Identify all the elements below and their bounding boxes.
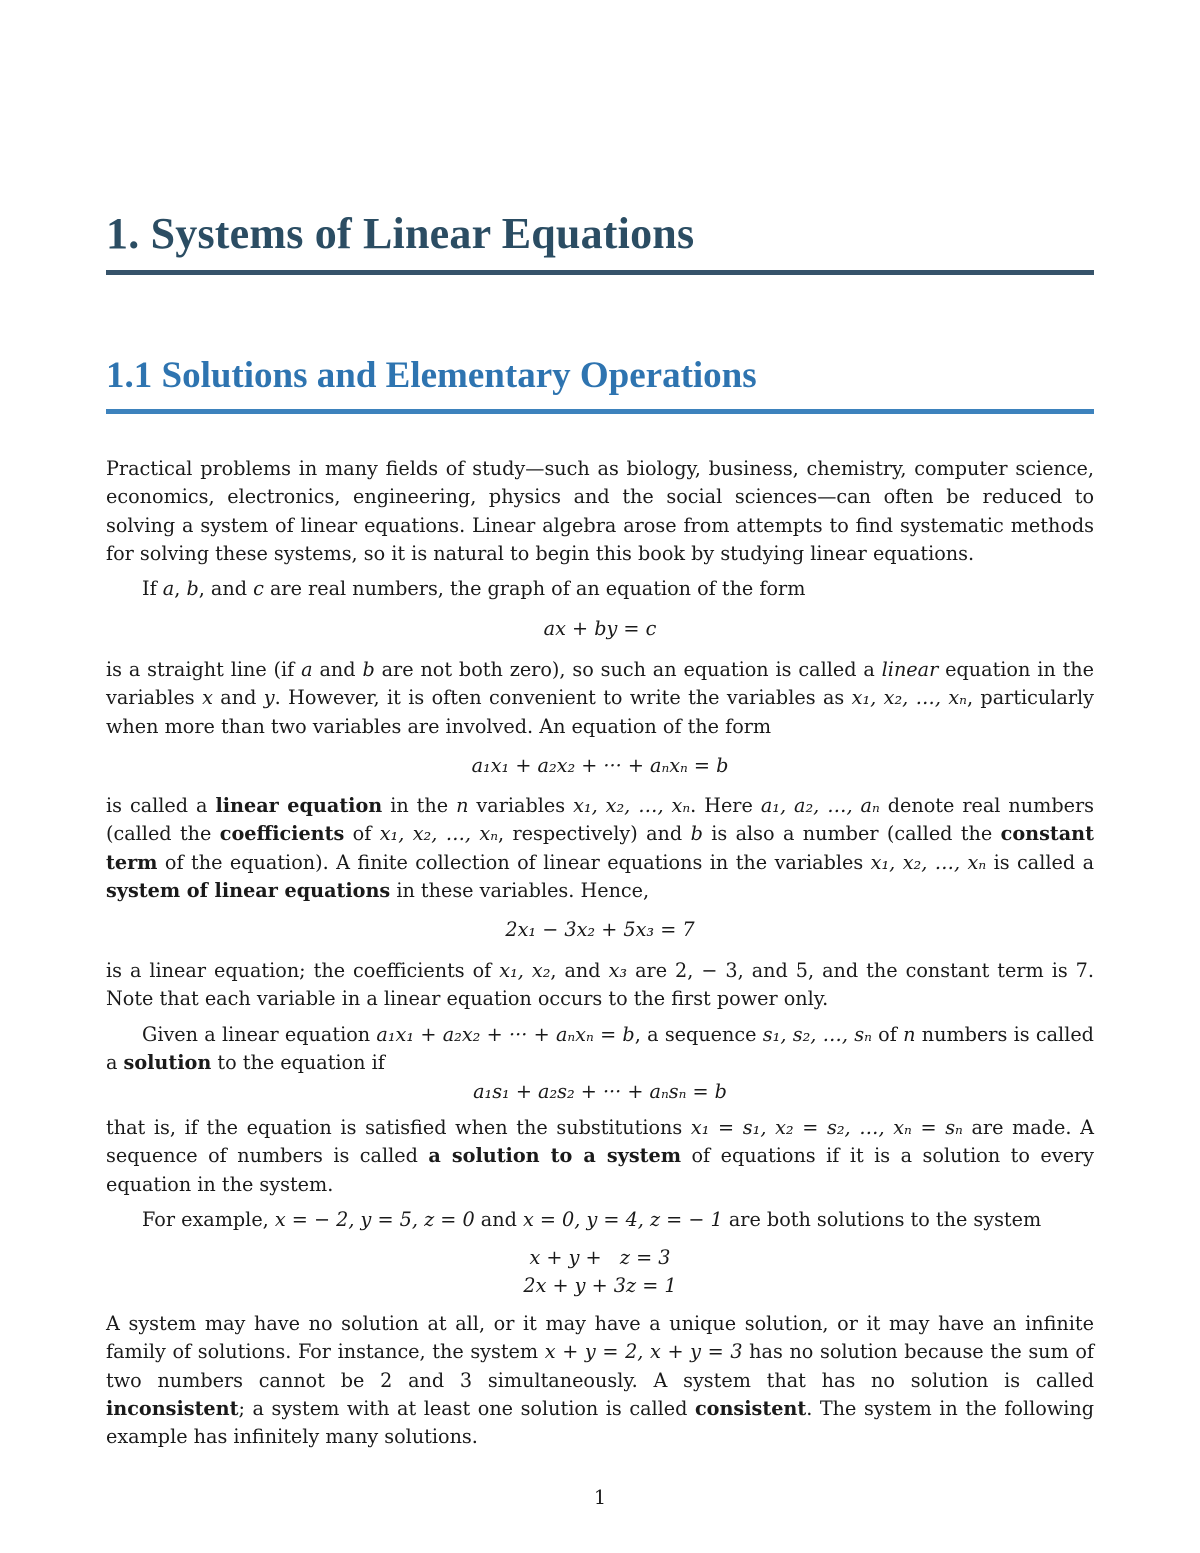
text: is a straight line (if bbox=[106, 658, 302, 681]
text: . However, it is often convenient to write the variables as bbox=[274, 686, 852, 710]
math-coeffs: a₁, a₂, …, aₙ bbox=[760, 794, 880, 817]
math-inline: a₁x₁ + a₂x₂ + ··· + aₙxₙ = b bbox=[376, 1023, 635, 1046]
math-var: x bbox=[202, 686, 213, 710]
text: and bbox=[312, 658, 363, 681]
equation-general-linear: a₁x₁ + a₂x₂ + ··· + aₙxₙ = b bbox=[471, 754, 729, 777]
term-constant-term: constant term bbox=[106, 822, 1094, 874]
paragraph-linear-definition bbox=[106, 656, 1094, 741]
math-vars: x₁, x₂ bbox=[499, 959, 551, 982]
system-row-1: x + y + z = 3 bbox=[529, 1246, 671, 1269]
math-var: n bbox=[456, 794, 469, 817]
section-rule bbox=[106, 409, 1094, 414]
term-consistent: consistent bbox=[695, 1396, 807, 1420]
text: . The system in the following example has infinitely many solutions. bbox=[106, 1396, 1095, 1449]
text: denote real numbers (called the bbox=[106, 794, 1094, 846]
equation-system bbox=[106, 1244, 1094, 1300]
text: and bbox=[474, 1208, 523, 1231]
text: that is, if the equation is satisfied when the substitutions bbox=[106, 1116, 691, 1139]
text: is called a bbox=[986, 850, 1095, 874]
paragraph-example bbox=[106, 1206, 1094, 1234]
text: are both solutions to the system bbox=[722, 1208, 1042, 1231]
system-row-2: 2x + y + 3z = 1 bbox=[523, 1274, 677, 1297]
term-solution-to-system: a solution to a system bbox=[428, 1144, 681, 1168]
term-inconsistent: inconsistent bbox=[106, 1396, 239, 1420]
equation-example: 2x₁ − 3x₂ + 5x₃ = 7 bbox=[505, 918, 695, 941]
text: are made. A sequence of numbers is called bbox=[106, 1116, 1094, 1168]
term-coefficients: coefficients bbox=[219, 822, 345, 846]
math-subs: x₁ = s₁, x₂ = s₂, …, xₙ = sₙ bbox=[690, 1116, 963, 1139]
term-solution: solution bbox=[123, 1051, 212, 1075]
equation-substituted: a₁s₁ + a₂s₂ + ··· + aₙsₙ = b bbox=[473, 1080, 727, 1103]
math-var: a bbox=[301, 658, 313, 681]
paragraph-coefficients-example bbox=[106, 957, 1094, 1014]
paragraph-intro bbox=[106, 455, 1094, 568]
term-linear-equation: linear equation bbox=[215, 794, 383, 817]
math-var: a bbox=[162, 577, 175, 600]
text: , and bbox=[550, 959, 609, 982]
section-title: 1.1 Solutions and Elementary Operations bbox=[106, 355, 757, 396]
math-vars: x₁, x₂, …, xₙ bbox=[851, 686, 967, 710]
paragraph-system-solution bbox=[106, 1114, 1094, 1199]
math-var: y bbox=[263, 686, 275, 710]
text: of equations if it is a solution to every equation in the system. bbox=[106, 1144, 1094, 1196]
text: are not both zero), so such an equation is called a bbox=[374, 658, 882, 681]
math-seq: s₁, s₂, …, sₙ bbox=[762, 1023, 872, 1046]
math-var: x₃ bbox=[608, 959, 628, 982]
math-vars: x₁, x₂, …, xₙ bbox=[379, 822, 498, 846]
text: . Here bbox=[690, 794, 761, 817]
text: , bbox=[174, 577, 187, 600]
term-system: system of linear equations bbox=[106, 878, 391, 902]
text: in these variables. Hence, bbox=[390, 878, 650, 902]
text: are real numbers, the graph of an equation of the form bbox=[263, 577, 806, 600]
math-vars: x₁, x₂, …, xₙ bbox=[573, 794, 691, 817]
math-var: c bbox=[253, 577, 264, 600]
equation-ax-by-c: ax + by = c bbox=[543, 617, 657, 640]
paragraph-consistency bbox=[106, 1310, 1094, 1451]
paragraph-graph bbox=[106, 575, 1094, 603]
text: is a linear equation; the coefficients of bbox=[106, 959, 500, 982]
math-solution-2: x = 0, y = 4, z = − 1 bbox=[522, 1208, 723, 1231]
text: variables bbox=[468, 794, 574, 817]
text: , and bbox=[198, 577, 254, 600]
text: has no solution because the sum of two numbers cannot be 2 and 3 simultaneously. A system that has no solution is called bbox=[106, 1340, 1094, 1392]
document-page bbox=[106, 0, 1094, 1553]
text: of the equation). A finite collection of linear equations in the variables bbox=[157, 850, 871, 874]
text: ; a system with at least one solution is called bbox=[238, 1396, 695, 1420]
chapter-title: 1. Systems of Linear Equations bbox=[106, 209, 695, 258]
text: If bbox=[142, 577, 163, 600]
text: is also a number (called the bbox=[702, 822, 1001, 846]
text: , particularly when more than two variables are involved. An equation of the form bbox=[106, 686, 1095, 738]
text: , respectively) and bbox=[497, 822, 691, 846]
paragraph-solution-definition bbox=[106, 1021, 1094, 1078]
chapter-rule bbox=[106, 270, 1094, 275]
text: Given a linear equation bbox=[142, 1023, 377, 1046]
text: For example, bbox=[142, 1208, 275, 1231]
emphasis-linear: linear bbox=[881, 658, 939, 681]
text: A system may have no solution at all, or it may have a unique solution, or it may have an infinite family of solutions. For instance, the system bbox=[106, 1312, 1094, 1364]
math-var: b bbox=[362, 658, 375, 681]
text: of bbox=[871, 1023, 904, 1046]
math-solution-1: x = − 2, y = 5, z = 0 bbox=[274, 1208, 475, 1231]
text: of bbox=[344, 822, 380, 846]
math-var: n bbox=[903, 1023, 916, 1046]
math-var: b bbox=[186, 577, 199, 600]
text: equation in the variables bbox=[106, 658, 1095, 710]
math-var: b bbox=[690, 822, 703, 846]
text: and bbox=[212, 686, 264, 710]
page-number: 1 bbox=[593, 1486, 607, 1509]
paragraph-text: Practical problems in many fields of study—such as biology, business, chemistry, computer science, economics, electronics, engineering, physics and the social sciences—can often be reduced to solving a system of linear equations. Linear algebra arose from attempts to find systematic methods for solving these systems, so it is natural to begin this book by studying linear equations. bbox=[106, 457, 1094, 565]
text: to the equation if bbox=[211, 1051, 385, 1075]
text: in the bbox=[382, 794, 457, 817]
math-system-inline: x + y = 2, x + y = 3 bbox=[544, 1340, 743, 1364]
math-vars: x₁, x₂, …, xₙ bbox=[870, 850, 987, 874]
paragraph-linear-equation bbox=[106, 792, 1094, 905]
text: are 2, − 3, and 5, and the constant term is 7. Note that each variable in a linear equation occurs to the first power only. bbox=[106, 959, 1094, 1011]
text: , a sequence bbox=[634, 1023, 763, 1046]
text: numbers is called a bbox=[106, 1023, 1094, 1075]
text: is called a bbox=[106, 794, 216, 817]
